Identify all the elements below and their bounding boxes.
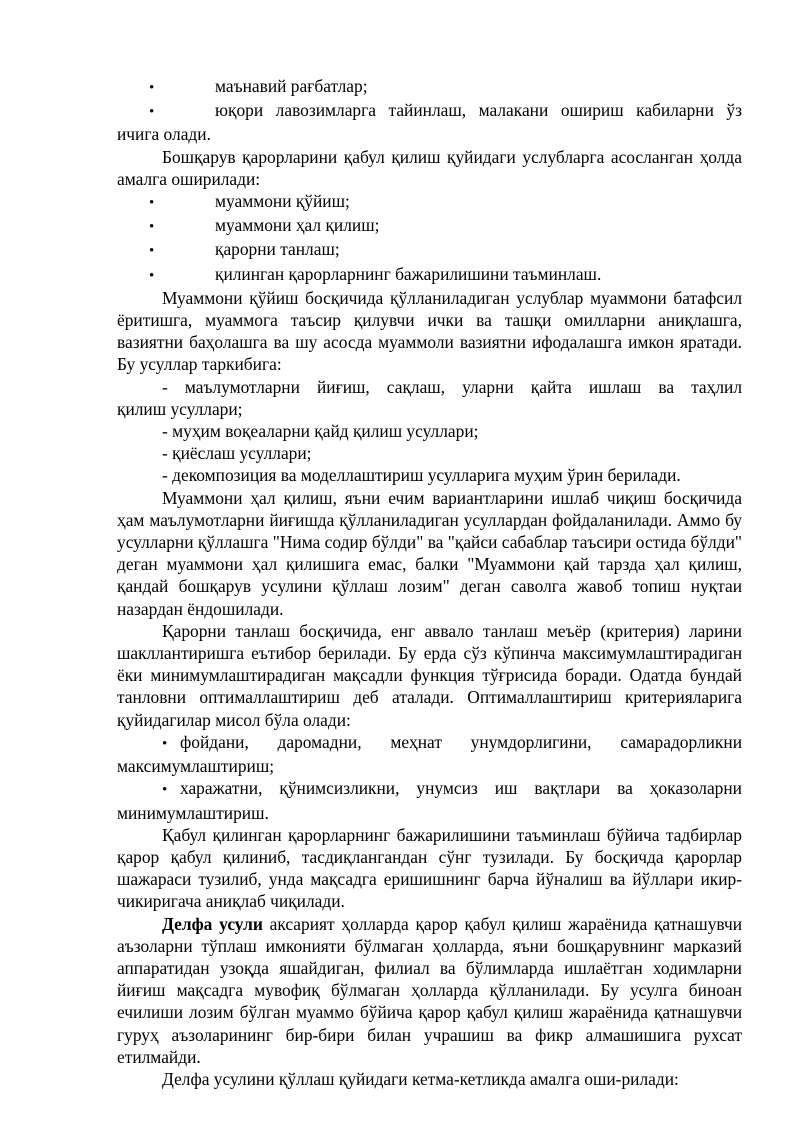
bullet-icon: • — [162, 782, 168, 799]
bullet-continuation: ичига олади. — [117, 124, 211, 145]
bullet-icon: • — [149, 243, 155, 260]
bullet-text: муаммони ҳал қилиш; — [215, 215, 380, 236]
bullet-text: қилинган қарорларнинг бажарилишини таъминлаш. — [215, 263, 602, 284]
bullet-item — [117, 238, 742, 262]
term-bold: Делфа усули — [162, 913, 263, 934]
dash-item: - қиёслаш усуллари; — [162, 443, 312, 464]
dash-item: - муҳим воқеаларни қайд қилиш усуллари; — [162, 421, 479, 442]
paragraph: Муаммони ҳал қилиш, яъни ечим вариантларини ишлаб чиқиш босқичида ҳам маълумотларни йиғишда қўлланиладиган усуллардан фойдаланилади. Аммо бу усулларни қўллашга "Нима содир бўлди" ва "қайси сабаблар таъсири остида бўлди" деган муаммони ҳал қилишига емас, балки "Муаммони қай тарзда ҳал қилиш, қандай бошқарув усулини қўллаш лозим" деган саволга жавоб топиш нуқтаи назардан ёндошилади. — [117, 487, 742, 619]
bullet-icon: • — [149, 80, 155, 96]
bullet-continuation: максимумлаштириш; — [117, 756, 275, 777]
bullet-icon: • — [149, 267, 155, 284]
bullet-icon: • — [162, 735, 168, 752]
bullet-text: маънавий рағбатлар; — [215, 76, 368, 96]
bullet-text: муаммони қўйиш; — [215, 191, 350, 212]
bullet-item — [117, 777, 742, 801]
bullet-icon: • — [149, 195, 155, 212]
bullet-text: фойдани, даромадни, меҳнат унумдорлигини, самарадорликни — [180, 731, 742, 752]
paragraph-text: аксарият ҳолларда қарор қабул қилиш жараёнида қатнашувчи аъзоларни тўплаш имконияти бўлмаган ҳолларда, яъни бошқарувнинг марказий аппаратидан узоқда яшайдиган, филиал ва бўлимларда ишлаётган ходимларни йиғиш мақсадга мувофиқ бўлмаган ҳолларда қўлланилади. Бу усулга биноан ечилиши лозим бўлган муаммо бўйича қарор қабул қилиш жараёнида қатнашувчи гуруҳ аъзоларининг бир-бири билан учрашиш ва фикр алмашишига рухсат етилмайди. — [117, 913, 742, 1067]
bullet-item — [117, 99, 742, 123]
dash-item: - маълумотларни йиғиш, сақлаш, уларни қайта ишлаш ва таҳлил — [162, 376, 742, 397]
dash-item: - декомпозиция ва моделлаштириш усулларига муҳим ўрин берилади. — [162, 465, 681, 486]
document-body — [117, 75, 742, 1090]
bullet-item — [117, 731, 742, 755]
bullet-text: қарорни танлаш; — [215, 239, 340, 260]
bullet-text: харажатни, қўнимсизликни, унумсиз иш вақтлари ва ҳоказоларни — [180, 778, 742, 799]
bullet-text: юқори лавозимларга тайинлаш, малакани ошириш кабиларни ўз — [215, 100, 742, 121]
bullet-item — [117, 190, 742, 214]
bullet-item — [117, 263, 742, 287]
bullet-icon: • — [149, 104, 155, 121]
bullet-icon: • — [149, 219, 155, 236]
paragraph — [117, 913, 742, 1068]
bullet-continuation: минимумлаштириш. — [117, 802, 269, 823]
paragraph: Муаммони қўйиш босқичида қўлланиладиган услублар муаммони батафсил ёритишга, муаммога таъсир қилувчи ички ва ташқи омилларни аниқлашга, вазиятни баҳолашга ва шу асосда муаммоли вазиятни ифодалашга имкон яратади. Бу усуллар таркибига: — [117, 287, 742, 375]
paragraph: Қабул қилинган қарорларнинг бажарилишини таъминлаш бўйича тадбирлар қарор қабул қилиниб, тасдиқлангандан сўнг тузилади. Бу босқичда қарорлар шажараси тузилиб, унда мақсадга еришишнинг барча йўналиш ва йўллари икир-чикиригача аниқлаб чиқилади. — [117, 824, 742, 912]
dash-continuation: қилиш усуллари; — [117, 398, 243, 419]
paragraph: Бошқарув қарорларини қабул қилиш қуйидаги услубларга асосланган ҳолда амалга оширилади: — [117, 146, 742, 189]
paragraph: Қарорни танлаш босқичида, енг аввало танлаш меъёр (критерия) ларини шакллантиришга еътибор берилади. Бу ерда сўз кўпинча максимумлаштирадиган ёки минимумлаштирадиган мақсадли функция тўғрисида боради. Одатда бундай танловни оптималлаштириш деб аталади. Оптималлаштириш критерияларига қуйидагилар мисол бўла олади: — [117, 620, 742, 730]
bullet-item — [117, 75, 742, 99]
bullet-item — [117, 214, 742, 238]
paragraph: Делфа усулини қўллаш қуйидаги кетма-кетликда амалга оши-рилади: — [162, 1068, 679, 1089]
